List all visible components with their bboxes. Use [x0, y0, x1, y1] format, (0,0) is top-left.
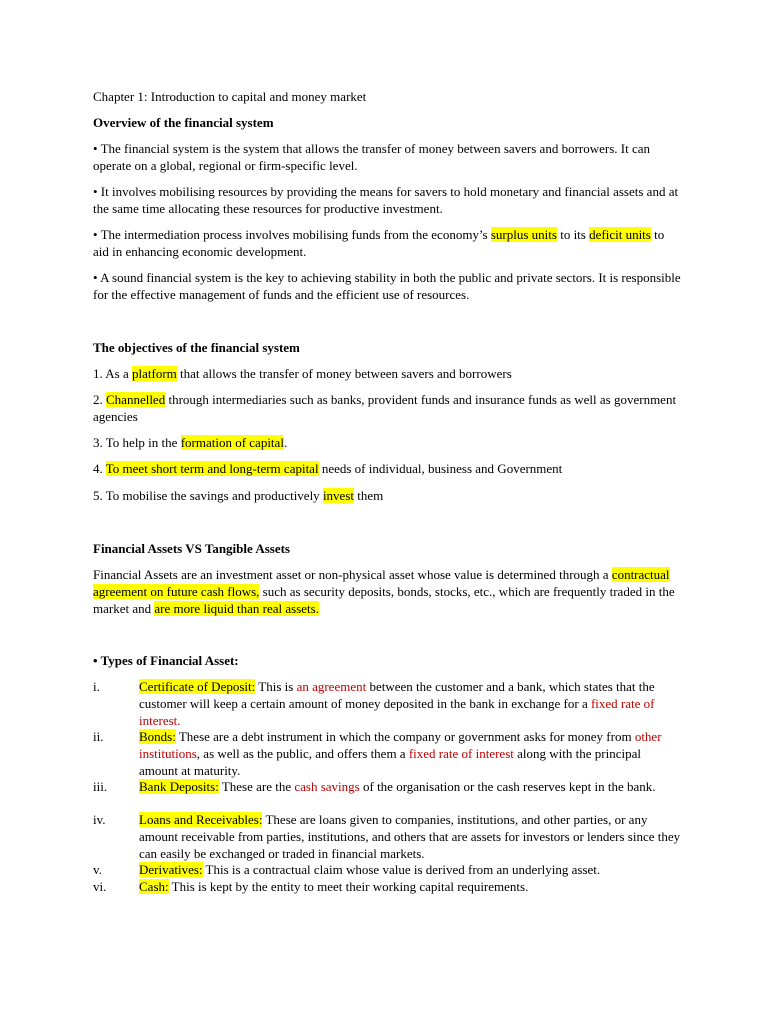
financial-assets-paragraph: Financial Assets are an investment asset or non-physical asset whose value is determined through a contractual agreement on future cash flows, such as security deposits, bonds, stocks, etc., which are frequently traded in the market and are more liquid than real assets. [93, 567, 675, 616]
overview-bullet-2: • It involves mobilising resources by providing the means for savers to hold monetary and financial assets and at the same time allocating these resources for productive investment. [93, 184, 679, 216]
chapter-title: Chapter 1: Introduction to capital and money market [93, 89, 367, 104]
overview-bullet-4: • A sound financial system is the key to achieving stability in both the public and private sectors. It is responsible for the effective management of funds and the efficient use of resources. [93, 270, 681, 302]
asset-type-item: ii. Bonds: These are a debt instrument in which the company or government asks for money from other institutions, as well as the public, and offers them a fixed rate of interest along with the principal amount at maturity. [93, 729, 662, 778]
highlight-deficit-units: deficit units [589, 227, 651, 242]
section-heading-types: • Types of Financial Asset: [93, 653, 239, 668]
objective-1: 1. As a platform that allows the transfer of money between savers and borrowers [93, 366, 512, 381]
objective-5: 5. To mobilise the savings and productively invest them [93, 488, 384, 503]
objective-4: 4. To meet short term and long-term capital needs of individual, business and Government [93, 461, 563, 476]
section-heading-objectives: The objectives of the financial system [93, 340, 300, 355]
objective-3: 3. To help in the formation of capital. [93, 435, 288, 450]
objective-2: 2. Channelled through intermediaries such as banks, provident funds and insurance funds as well as government agencies [93, 392, 677, 424]
asset-type-item: iii. Bank Deposits: These are the cash savings of the organisation or the cash reserves kept in the bank. [93, 779, 656, 794]
asset-type-item: v. Derivatives: This is a contractual claim whose value is derived from an underlying asset. [93, 862, 601, 877]
section-heading-assets: Financial Assets VS Tangible Assets [93, 541, 290, 556]
asset-type-item: i. Certificate of Deposit: This is an agreement between the customer and a bank, which states that the customer will keep a certain amount of money deposited in the bank in exchange for a fixed rate of interest. [93, 679, 655, 728]
highlight-surplus-units: surplus units [490, 227, 557, 242]
overview-bullet-3: • The intermediation process involves mobilising funds from the economy’s surplus units to its deficit units to aid in enhancing economic development. [93, 227, 665, 259]
asset-type-item: vi. Cash: This is kept by the entity to meet their working capital requirements. [93, 879, 529, 894]
overview-bullet-1: • The financial system is the system that allows the transfer of money between savers and borrowers. It can operate on a global, regional or firm-specific level. [93, 141, 651, 173]
section-heading-overview: Overview of the financial system [93, 115, 274, 130]
asset-type-item: iv. Loans and Receivables: These are loans given to companies, institutions, and other parties, or any amount receivable from parties, institutions, and others that are assets for investors or lenders since they can easily be exchanged or traded in financial markets. [93, 812, 681, 861]
